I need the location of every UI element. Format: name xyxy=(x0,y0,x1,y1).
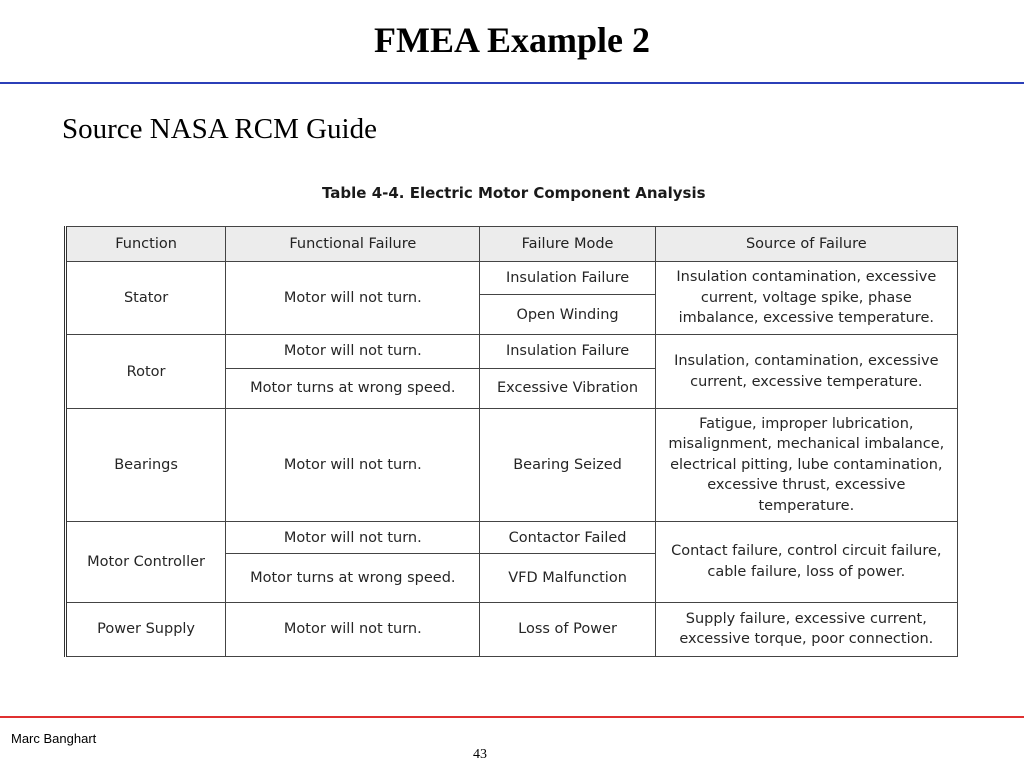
header-source-of-failure: Source of Failure xyxy=(655,227,957,262)
footer-divider xyxy=(0,716,1024,718)
source-of-failure-cell: Insulation, contamination, excessive current, excessive temperature. xyxy=(655,335,957,408)
table-row xyxy=(66,602,958,656)
failure-mode-cell: Loss of Power xyxy=(480,602,655,656)
failure-mode-cell: VFD Malfunction xyxy=(480,554,655,602)
function-cell: Bearings xyxy=(66,408,226,522)
functional-failure-cell: Motor will not turn. xyxy=(226,262,480,335)
slide-title: FMEA Example 2 xyxy=(374,20,650,60)
footer-author: Marc Banghart xyxy=(11,731,97,746)
header-function: Function xyxy=(66,227,226,262)
table-row xyxy=(66,335,958,368)
failure-mode-cell: Open Winding xyxy=(480,295,655,335)
failure-mode-cell: Excessive Vibration xyxy=(480,368,655,408)
failure-mode-cell: Insulation Failure xyxy=(480,262,655,295)
table-row xyxy=(66,522,958,554)
failure-mode-cell: Contactor Failed xyxy=(480,522,655,554)
table-caption: Table 4-4. Electric Motor Component Analysis xyxy=(322,184,706,202)
failure-mode-cell: Bearing Seized xyxy=(480,408,655,522)
source-of-failure-cell: Fatigue, improper lubrication, misalignment, mechanical imbalance, electrical pitting, lube contamination, excessive thrust, excessive temperature. xyxy=(655,408,957,522)
table-row xyxy=(66,408,958,522)
functional-failure-cell: Motor turns at wrong speed. xyxy=(226,554,480,602)
function-cell: Stator xyxy=(66,262,226,335)
title-divider xyxy=(0,82,1024,84)
failure-mode-cell: Insulation Failure xyxy=(480,335,655,368)
table-header-row xyxy=(66,227,958,262)
header-functional-failure: Functional Failure xyxy=(226,227,480,262)
source-of-failure-cell: Contact failure, control circuit failure, cable failure, loss of power. xyxy=(655,522,957,602)
functional-failure-cell: Motor will not turn. xyxy=(226,408,480,522)
function-cell: Power Supply xyxy=(66,602,226,656)
functional-failure-cell: Motor will not turn. xyxy=(226,602,480,656)
functional-failure-cell: Motor will not turn. xyxy=(226,335,480,368)
functional-failure-cell: Motor will not turn. xyxy=(226,522,480,554)
source-of-failure-cell: Supply failure, excessive current, excessive torque, poor connection. xyxy=(655,602,957,656)
slide-subtitle: Source NASA RCM Guide xyxy=(62,113,377,145)
page-number: 43 xyxy=(473,747,487,762)
source-of-failure-cell: Insulation contamination, excessive current, voltage spike, phase imbalance, excessive temperature. xyxy=(655,262,957,335)
functional-failure-cell: Motor turns at wrong speed. xyxy=(226,368,480,408)
table-row xyxy=(66,262,958,295)
function-cell: Rotor xyxy=(66,335,226,408)
header-failure-mode: Failure Mode xyxy=(480,227,655,262)
fmea-table xyxy=(64,226,958,657)
function-cell: Motor Controller xyxy=(66,522,226,602)
